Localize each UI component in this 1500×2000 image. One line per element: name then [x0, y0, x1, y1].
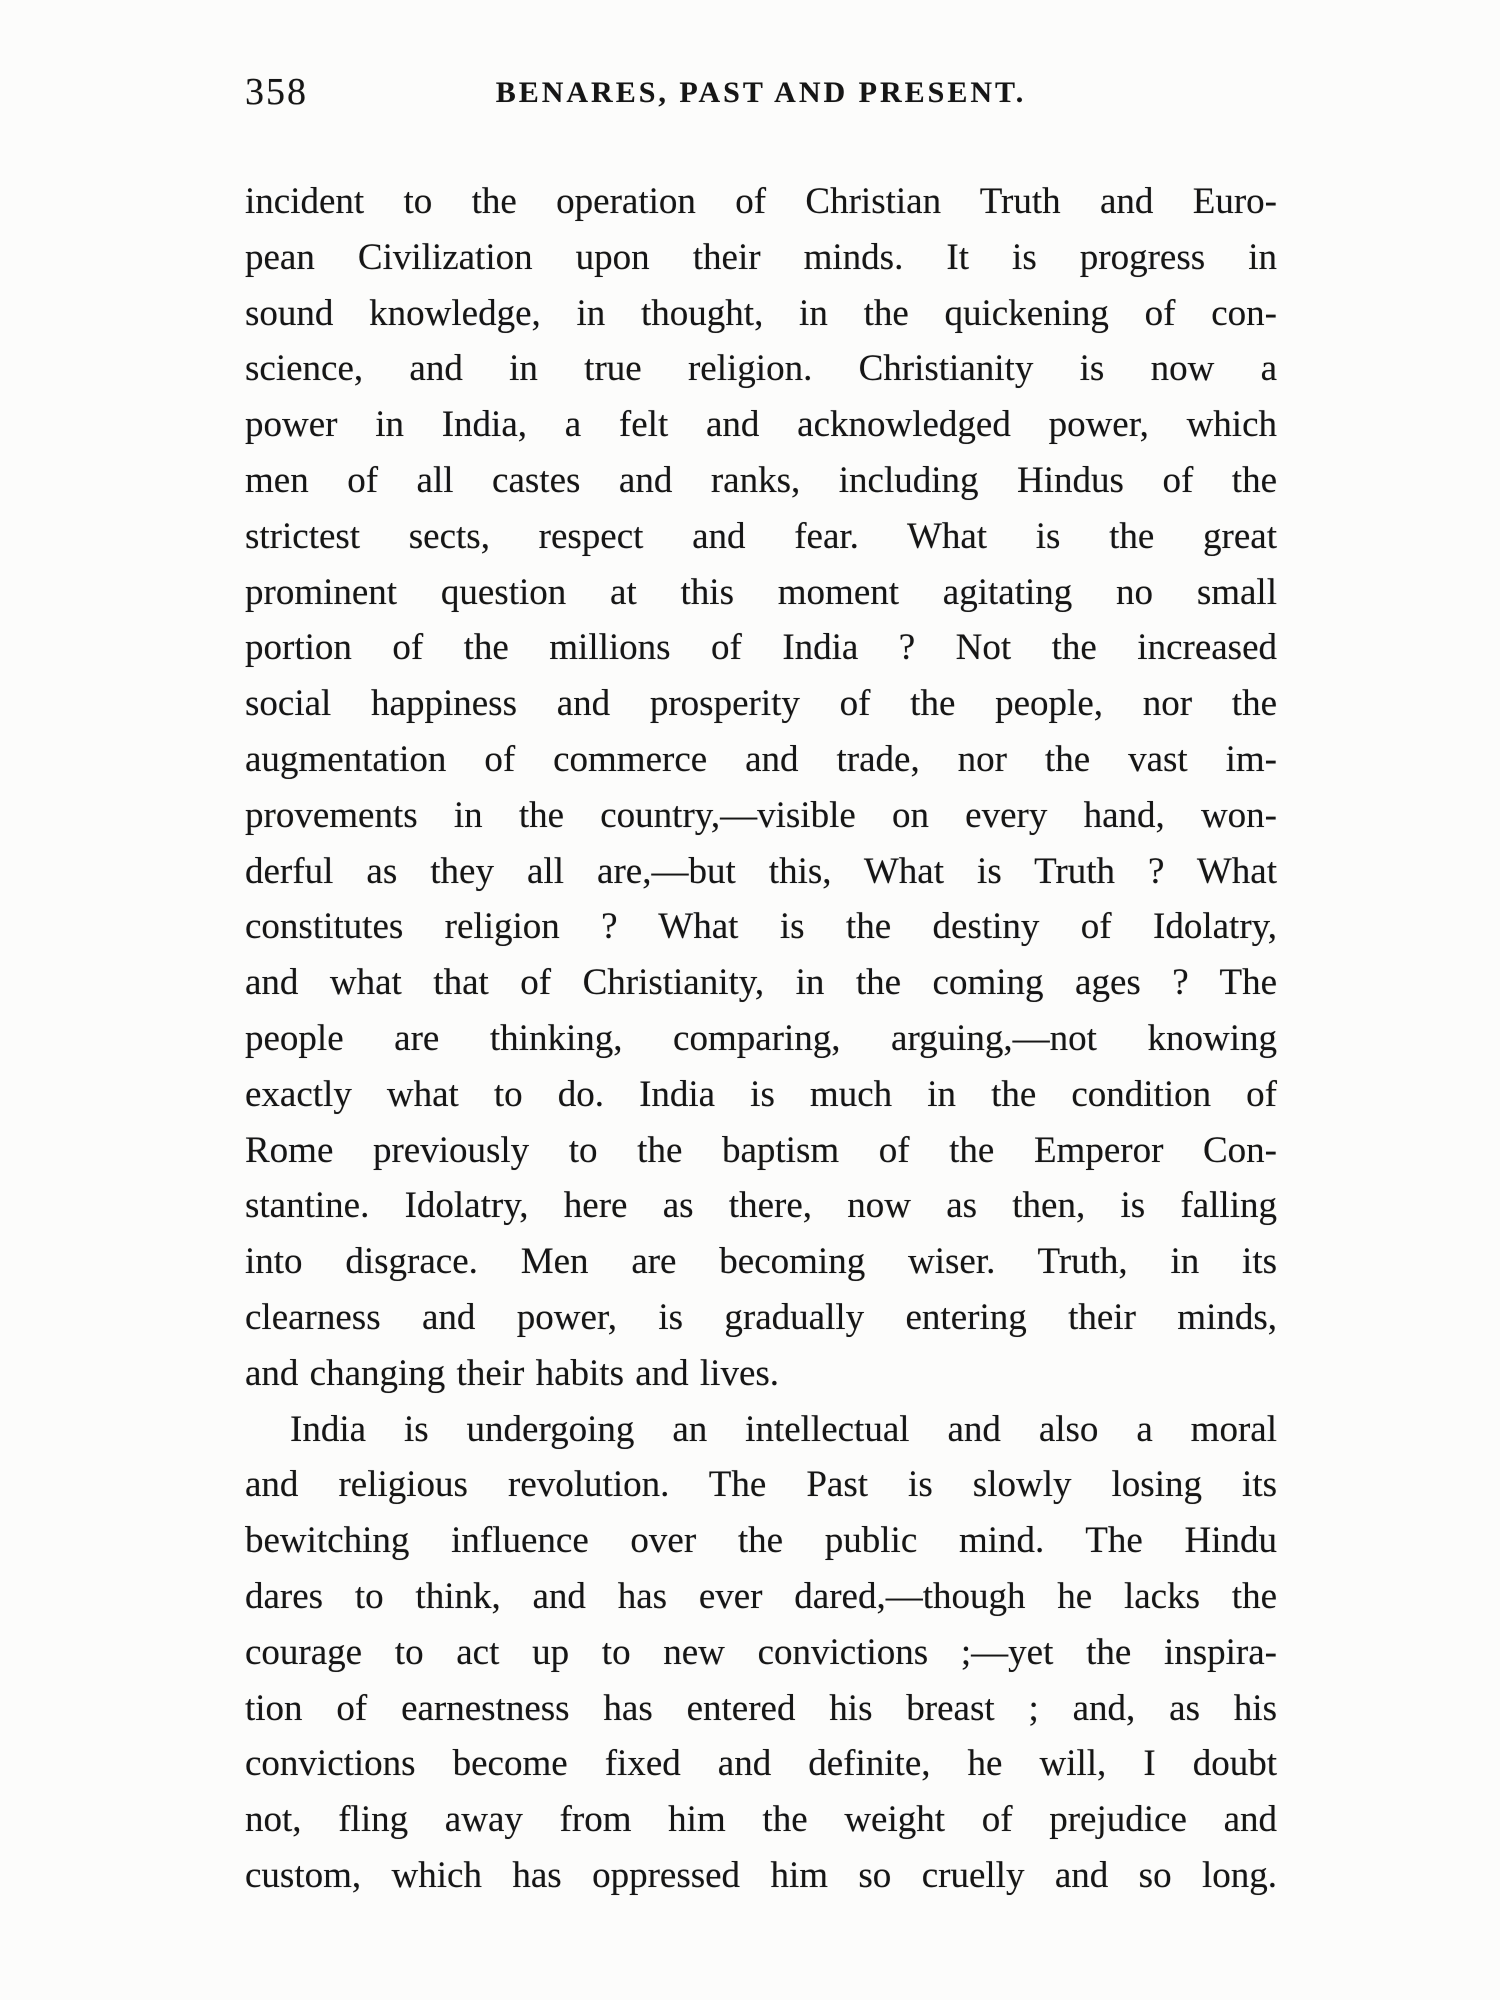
text-line: provements in the country,—visible on every hand, won- [245, 794, 1277, 836]
text-line: prominent question at this moment agitating no small [245, 571, 1277, 613]
text-line: men of all castes and ranks, including Hindus of the [245, 459, 1277, 501]
text-line: courage to act up to new convictions ;—yet the inspira- [245, 1631, 1277, 1673]
text-line: incident to the operation of Christian Truth and Euro- [245, 181, 1277, 222]
text-line: pean Civilization upon their minds. It is progress in [245, 236, 1277, 278]
text-line: stantine. Idolatry, here as there, now as then, is falling [245, 1185, 1277, 1227]
page-header [245, 68, 1277, 120]
text-line: sound knowledge, in thought, in the quickening of con- [245, 292, 1277, 334]
text-line: social happiness and prosperity of the people, nor the [245, 683, 1277, 725]
text-line: bewitching influence over the public mind. The Hindu [245, 1520, 1277, 1562]
text-line: clearness and power, is gradually entering their minds, [245, 1296, 1277, 1338]
text-line: and changing their habits and lives. [245, 1352, 780, 1394]
text-line: not, fling away from him the weight of prejudice and [245, 1799, 1277, 1841]
text-line: portion of the millions of India ? Not the increased [245, 627, 1277, 669]
text-line: derful as they all are,—but this, What is Truth ? What [245, 850, 1277, 892]
text-line: constitutes religion ? What is the destiny of Idolatry, [245, 906, 1277, 948]
text-body [245, 174, 1277, 1904]
text-line: into disgrace. Men are becoming wiser. Truth, in its [245, 1241, 1277, 1283]
paragraph [245, 174, 1277, 1402]
text-line: custom, which has oppressed him so cruelly and so long. [245, 1854, 1277, 1896]
text-line: people are thinking, comparing, arguing,—not knowing [245, 1017, 1277, 1059]
running-title: BENARES, PAST AND PRESENT. [495, 76, 1027, 109]
text-line: India is undergoing an intellectual and also a moral [290, 1408, 1277, 1450]
text-line: Rome previously to the baptism of the Emperor Con- [245, 1129, 1277, 1171]
text-line: strictest sects, respect and fear. What is the great [245, 515, 1277, 557]
text-line: science, and in true religion. Christianity is now a [245, 348, 1277, 390]
text-line: tion of earnestness has entered his breast ; and, as his [245, 1687, 1277, 1729]
text-line: exactly what to do. India is much in the condition of [245, 1073, 1277, 1115]
text-line: and what that of Christianity, in the coming ages ? The [245, 962, 1277, 1004]
text-line: dares to think, and has ever dared,—though he lacks the [245, 1575, 1277, 1617]
text-line: and religious revolution. The Past is slowly losing its [245, 1464, 1277, 1506]
page-number: 358 [245, 71, 308, 113]
text-line: power in India, a felt and acknowledged power, which [245, 404, 1277, 446]
text-line: augmentation of commerce and trade, nor the vast im- [245, 738, 1277, 780]
text-line: convictions become fixed and definite, he will, I doubt [245, 1743, 1277, 1785]
paragraph [245, 1402, 1277, 1904]
